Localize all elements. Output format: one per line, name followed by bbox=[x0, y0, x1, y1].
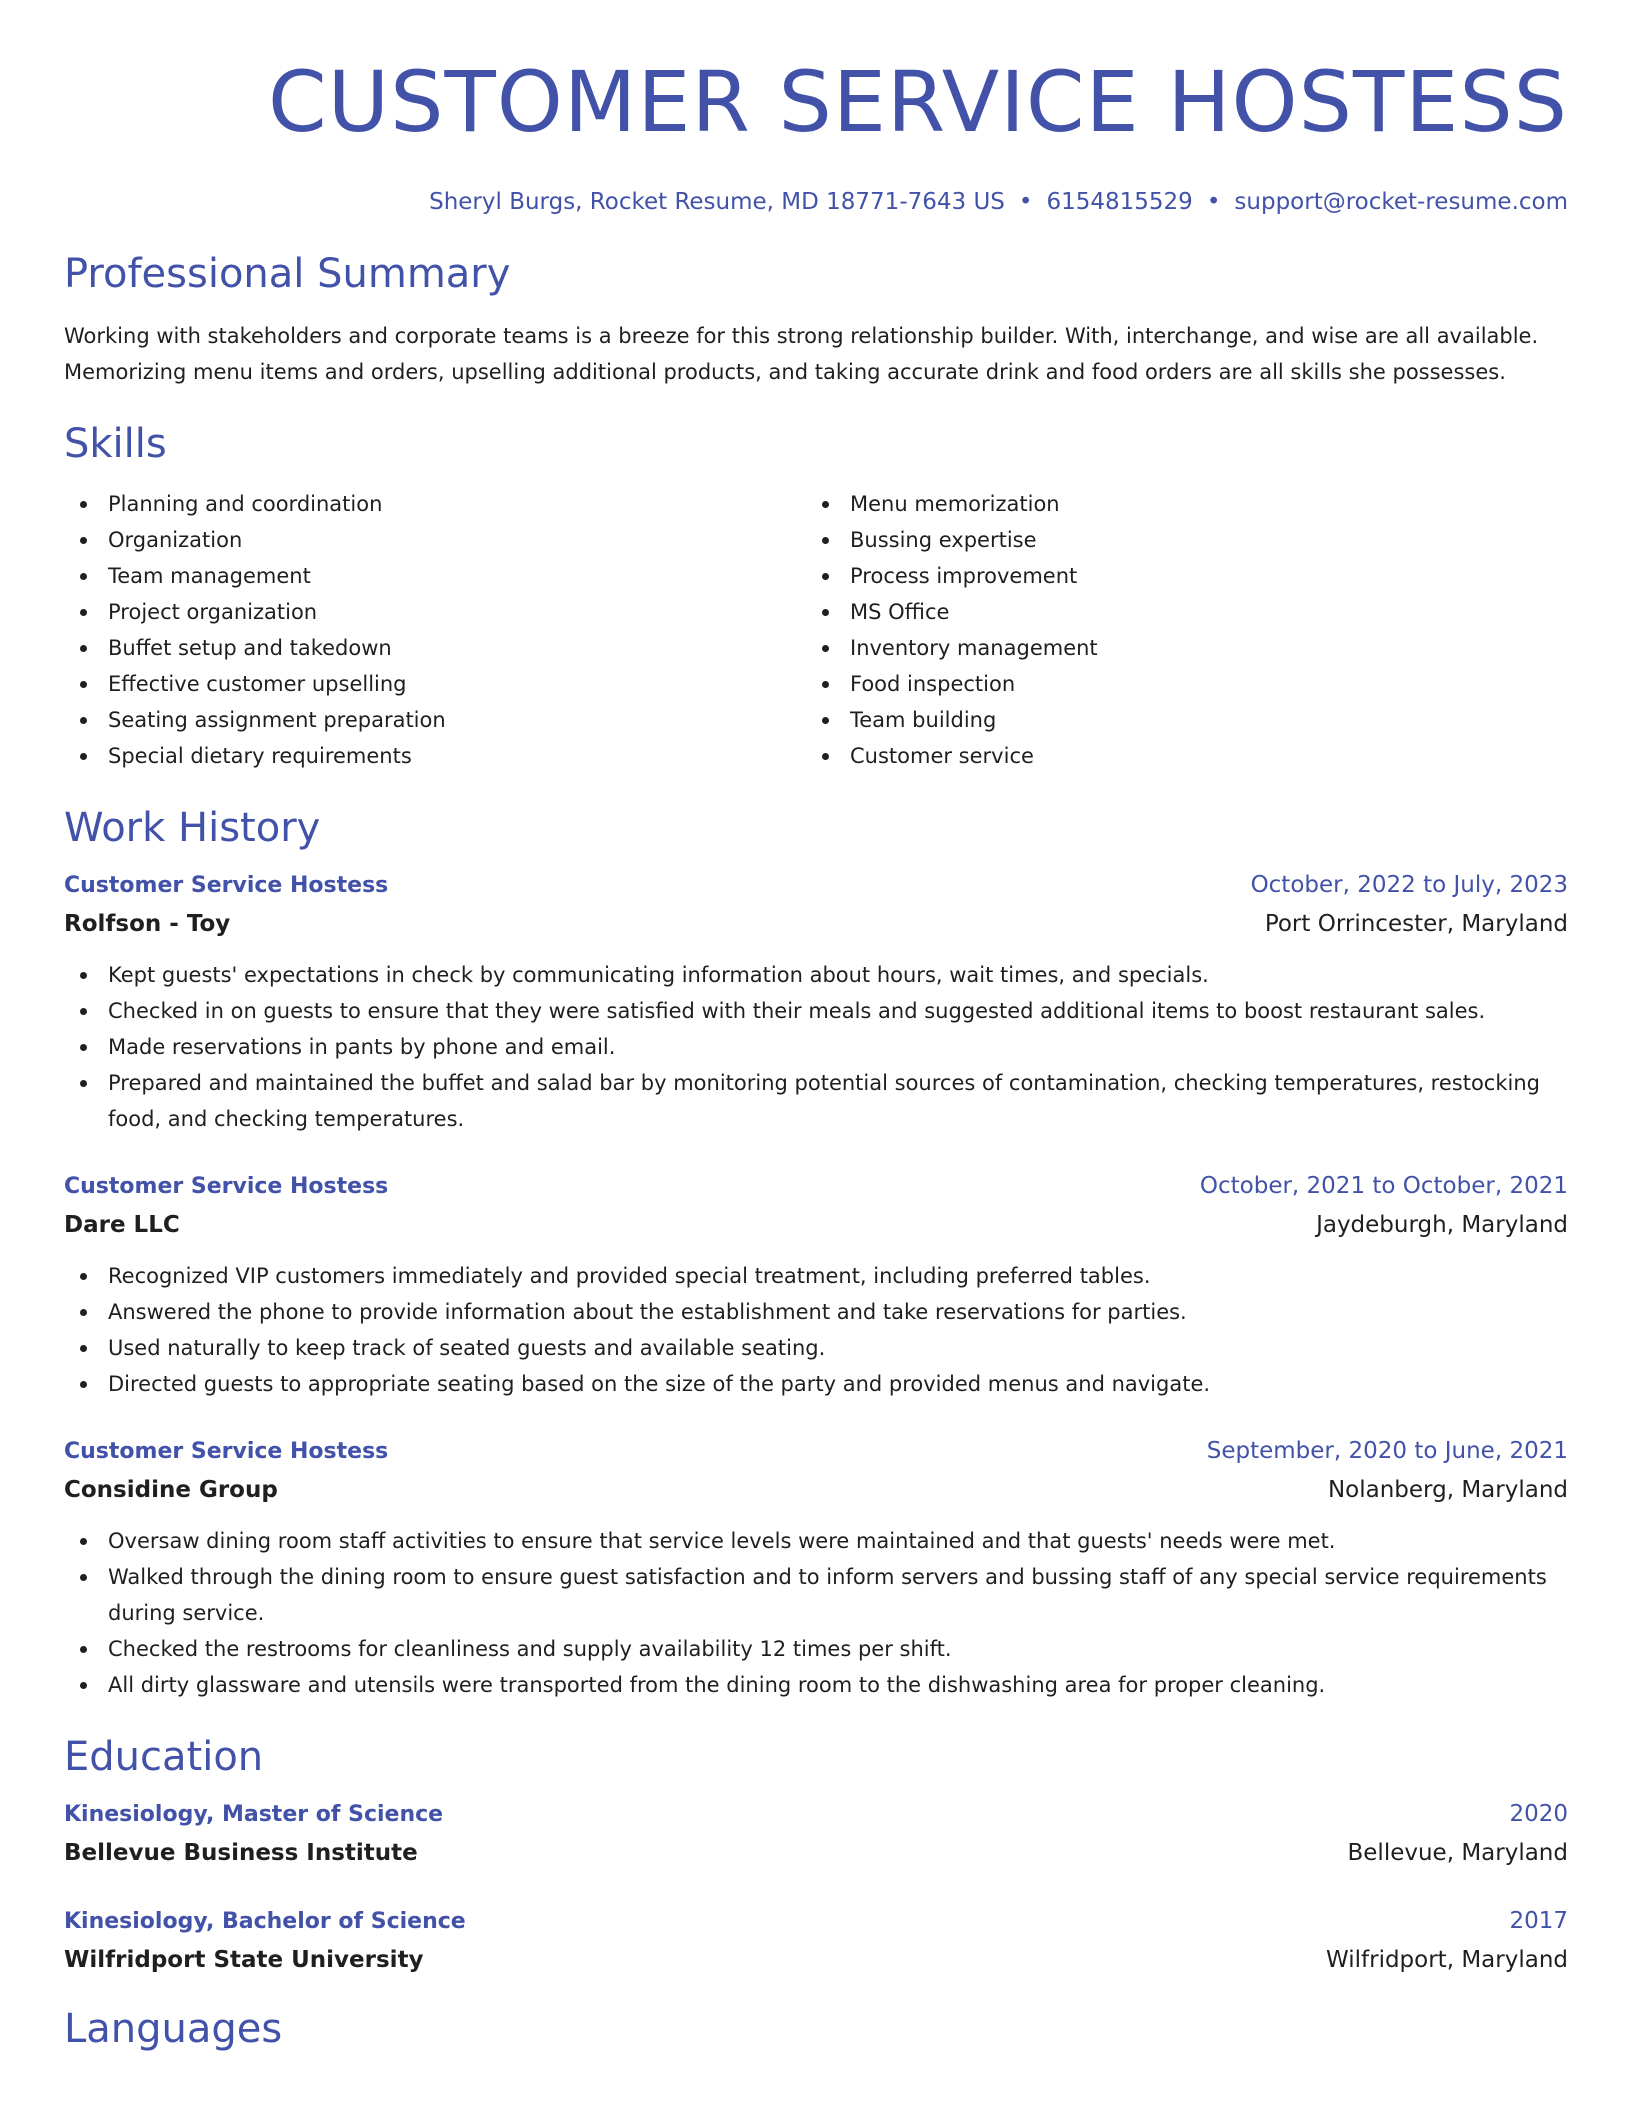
education-degree: Kinesiology, Bachelor of Science bbox=[64, 1909, 466, 1934]
education-entry bbox=[64, 1902, 1568, 1979]
summary-text: Working with stakeholders and corporate teams is a breeze for this strong relationship builder. With, interchange, and wise are all available. Memorizing menu items and orders, upselling additional products, and taking accurate drink and food orders are all skills she possesses. bbox=[64, 324, 1539, 384]
education-heading: Education bbox=[64, 1734, 264, 1780]
job-dates: October, 2021 to October, 2021 bbox=[1199, 1173, 1568, 1199]
education-school: Wilfridport State University bbox=[64, 1947, 424, 1973]
skills-column-right bbox=[806, 486, 1548, 774]
skill-item: Menu memorization bbox=[806, 486, 1548, 522]
skills-list bbox=[64, 486, 1568, 774]
job-duty: Answered the phone to provide information about the establishment and take reservations for parties. bbox=[64, 1294, 1568, 1330]
job-header bbox=[64, 1167, 1568, 1206]
skill-item: Customer service bbox=[806, 738, 1548, 774]
education-location: Bellevue, Maryland bbox=[1347, 1840, 1568, 1866]
job-duty: All dirty glassware and utensils were transported from the dining room to the dishwashing area for proper cleaning. bbox=[64, 1667, 1568, 1703]
education-subheader bbox=[64, 1941, 1568, 1979]
job-company: Dare LLC bbox=[64, 1212, 180, 1238]
job-subheader bbox=[64, 1206, 1568, 1244]
education-header bbox=[64, 1795, 1568, 1834]
work-history-heading: Work History bbox=[64, 805, 321, 851]
contact-email[interactable]: support@rocket-resume.com bbox=[1234, 189, 1568, 215]
education-year: 2017 bbox=[1509, 1908, 1568, 1934]
contact-phone: 6154815529 bbox=[1046, 189, 1193, 215]
job-duties bbox=[64, 1523, 1568, 1703]
job-company: Rolfson - Toy bbox=[64, 911, 231, 937]
job-location: Jaydeburgh, Maryland bbox=[1316, 1212, 1568, 1238]
job-duty: Kept guests' expectations in check by communicating information about hours, wait times, and specials. bbox=[64, 957, 1568, 993]
job-subheader bbox=[64, 1471, 1568, 1509]
skills-heading: Skills bbox=[64, 421, 167, 467]
job-duty: Checked in on guests to ensure that they were satisfied with their meals and suggested additional items to boost restaurant sales. bbox=[64, 993, 1568, 1029]
skill-item: Buffet setup and takedown bbox=[64, 630, 806, 666]
skill-item: Organization bbox=[64, 522, 806, 558]
education-school: Bellevue Business Institute bbox=[64, 1840, 418, 1866]
job-subheader bbox=[64, 905, 1568, 943]
job-duty: Made reservations in pants by phone and email. bbox=[64, 1029, 1568, 1065]
job-duties bbox=[64, 957, 1568, 1137]
job-title: Customer Service Hostess bbox=[64, 1174, 389, 1199]
job-duties bbox=[64, 1258, 1568, 1402]
job-dates: September, 2020 to June, 2021 bbox=[1206, 1438, 1568, 1464]
education-year: 2020 bbox=[1509, 1801, 1568, 1827]
job-header bbox=[64, 1432, 1568, 1471]
skill-item: Project organization bbox=[64, 594, 806, 630]
contact-separator: • bbox=[1018, 189, 1033, 215]
skill-item: Process improvement bbox=[806, 558, 1548, 594]
resume-title: CUSTOMER SERVICE HOSTESS bbox=[268, 53, 1568, 151]
education-subheader bbox=[64, 1834, 1568, 1872]
job-entry bbox=[64, 866, 1568, 1137]
job-dates: October, 2022 to July, 2023 bbox=[1250, 872, 1568, 898]
job-duty: Checked the restrooms for cleanliness and supply availability 12 times per shift. bbox=[64, 1631, 1568, 1667]
skill-item: Special dietary requirements bbox=[64, 738, 806, 774]
job-duty: Oversaw dining room staff activities to ensure that service levels were maintained and that guests' needs were met. bbox=[64, 1523, 1568, 1559]
skill-item: Team building bbox=[806, 702, 1548, 738]
skill-item: Food inspection bbox=[806, 666, 1548, 702]
skill-item: Seating assignment preparation bbox=[64, 702, 806, 738]
job-duty: Directed guests to appropriate seating based on the size of the party and provided menus and navigate. bbox=[64, 1366, 1568, 1402]
skills-column-left bbox=[64, 486, 806, 774]
job-entry bbox=[64, 1167, 1568, 1402]
job-title: Customer Service Hostess bbox=[64, 1439, 389, 1464]
job-duty: Walked through the dining room to ensure guest satisfaction and to inform servers and bussing staff of any special service requirements during service. bbox=[64, 1559, 1568, 1631]
skill-item: Bussing expertise bbox=[806, 522, 1548, 558]
job-entry bbox=[64, 1432, 1568, 1703]
skill-item: Planning and coordination bbox=[64, 486, 806, 522]
job-location: Port Orrincester, Maryland bbox=[1264, 911, 1568, 937]
education-header bbox=[64, 1902, 1568, 1941]
education-degree: Kinesiology, Master of Science bbox=[64, 1802, 444, 1827]
contact-separator: • bbox=[1206, 189, 1221, 215]
education-entry bbox=[64, 1795, 1568, 1872]
contact-address: Sheryl Burgs, Rocket Resume, MD 18771-7643 US bbox=[429, 189, 1005, 215]
languages-heading: Languages bbox=[64, 2006, 283, 2052]
education-location: Wilfridport, Maryland bbox=[1326, 1947, 1568, 1973]
skill-item: Effective customer upselling bbox=[64, 666, 806, 702]
contact-line bbox=[64, 188, 1568, 216]
job-title: Customer Service Hostess bbox=[64, 873, 389, 898]
skill-item: Inventory management bbox=[806, 630, 1548, 666]
job-header bbox=[64, 866, 1568, 905]
job-company: Considine Group bbox=[64, 1477, 278, 1503]
job-duty: Used naturally to keep track of seated guests and available seating. bbox=[64, 1330, 1568, 1366]
summary-heading: Professional Summary bbox=[64, 251, 511, 297]
skill-item: MS Office bbox=[806, 594, 1548, 630]
skill-item: Team management bbox=[64, 558, 806, 594]
job-location: Nolanberg, Maryland bbox=[1327, 1477, 1568, 1503]
job-duty: Recognized VIP customers immediately and provided special treatment, including preferred tables. bbox=[64, 1258, 1568, 1294]
job-duty: Prepared and maintained the buffet and salad bar by monitoring potential sources of contamination, checking temperatures, restocking food, and checking temperatures. bbox=[64, 1065, 1568, 1137]
